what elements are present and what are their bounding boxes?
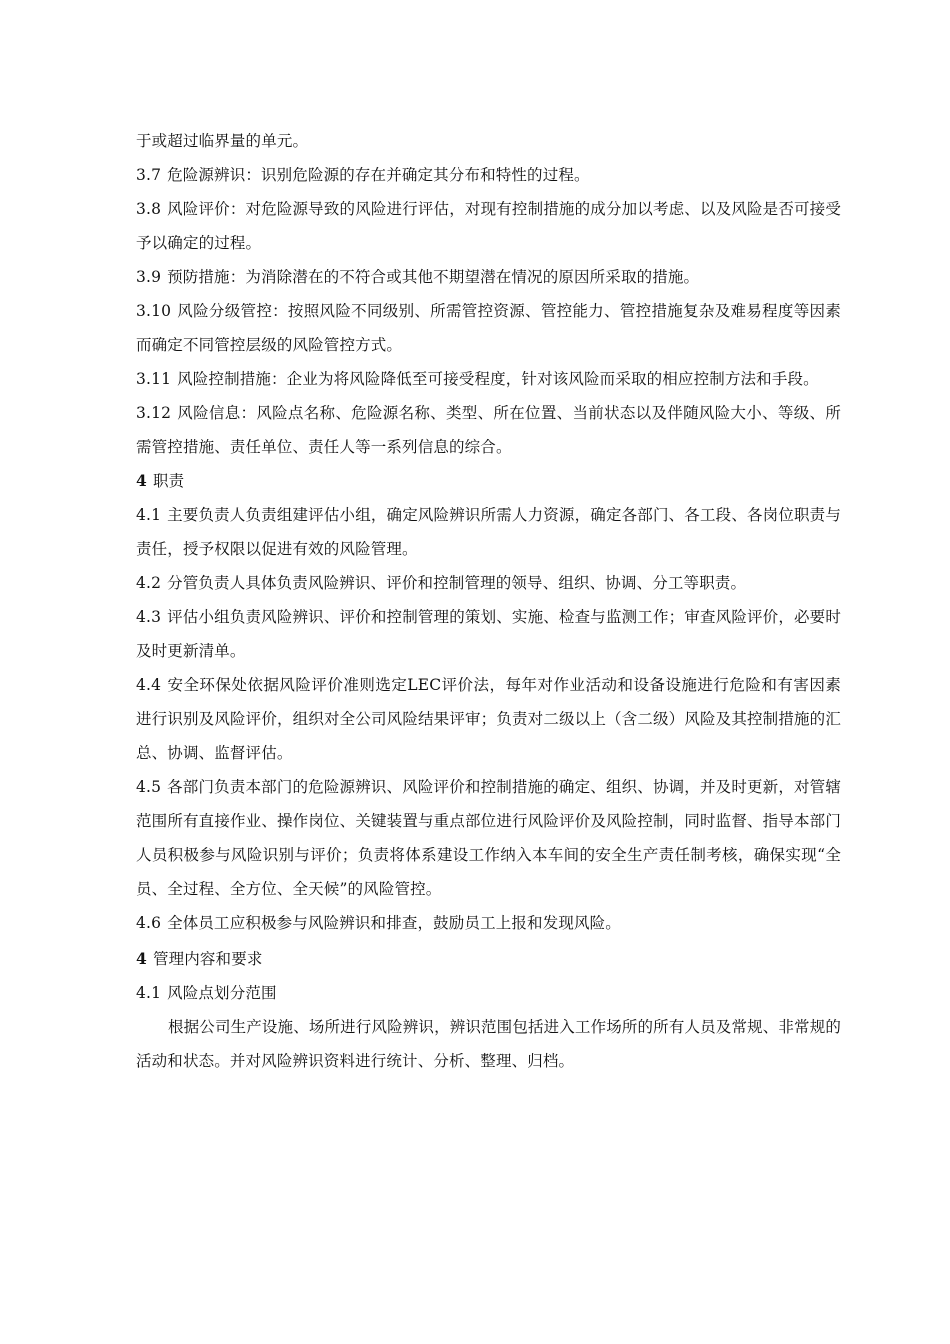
section-number: 4.1 xyxy=(136,506,162,524)
section-number: 4.3 xyxy=(136,608,162,626)
paragraph-text: 风险评价：对危险源导致的风险进行评估，对现有控制措施的成分加以考虑、以及风险是否可接受予以确定的过程。 xyxy=(136,200,841,252)
paragraph xyxy=(136,498,841,566)
paragraph xyxy=(136,294,841,362)
paragraph xyxy=(136,566,841,600)
paragraph xyxy=(136,668,841,770)
section-number: 3.8 xyxy=(136,200,162,218)
paragraph xyxy=(136,260,841,294)
heading-text: 管理内容和要求 xyxy=(152,950,263,968)
section-number: 4.4 xyxy=(136,676,162,694)
paragraph xyxy=(136,192,841,260)
paragraph xyxy=(136,396,841,464)
paragraph-text: 主要负责人负责组建评估小组，确定风险辨识所需人力资源，确定各部门、各工段、各岗位职责与责任，授予权限以促进有效的风险管理。 xyxy=(136,506,841,558)
section-number: 4 xyxy=(136,949,147,968)
paragraph-text: 安全环保处依据风险评价准则选定LEC评价法，每年对作业活动和设备设施进行危险和有害因素进行识别及风险评价，组织对全公司风险结果评审；负责对二级以上（含二级）风险及其控制措施的汇总、协调、监督评估。 xyxy=(136,676,841,762)
paragraph xyxy=(136,124,841,158)
paragraph-text: 根据公司生产设施、场所进行风险辨识，辨识范围包括进入工作场所的所有人员及常规、非常规的活动和状态。并对风险辨识资料进行统计、分析、整理、归档。 xyxy=(136,1018,841,1070)
paragraph-text: 预防措施：为消除潜在的不符合或其他不期望潜在情况的原因所采取的措施。 xyxy=(167,268,700,286)
section-number: 3.9 xyxy=(136,268,162,286)
paragraph xyxy=(136,158,841,192)
section-number: 4.5 xyxy=(136,778,162,796)
paragraph-text: 风险控制措施：企业为将风险降低至可接受程度，针对该风险而采取的相应控制方法和手段。 xyxy=(177,370,819,388)
heading-text: 职责 xyxy=(152,472,185,490)
section-number: 3.10 xyxy=(136,302,172,320)
document-body xyxy=(136,124,841,1078)
section-number: 3.11 xyxy=(136,370,172,388)
section-heading xyxy=(136,464,841,498)
section-number: 3.12 xyxy=(136,404,172,422)
paragraph-text: 风险点划分范围 xyxy=(167,984,277,1002)
paragraph xyxy=(136,1010,841,1078)
paragraph-text: 风险分级管控：按照风险不同级别、所需管控资源、管控能力、管控措施复杂及难易程度等因素而确定不同管控层级的风险管控方式。 xyxy=(136,302,841,354)
section-number: 4 xyxy=(136,471,147,490)
paragraph xyxy=(136,770,841,906)
paragraph-text: 评估小组负责风险辨识、评价和控制管理的策划、实施、检查与监测工作；审查风险评价，必要时及时更新清单。 xyxy=(136,608,841,660)
paragraph-text: 分管负责人具体负责风险辨识、评价和控制管理的领导、组织、协调、分工等职责。 xyxy=(167,574,747,592)
section-number: 4.1 xyxy=(136,984,162,1002)
paragraph-text: 各部门负责本部门的危险源辨识、风险评价和控制措施的确定、组织、协调，并及时更新，对管辖范围所有直接作业、操作岗位、关键装置与重点部位进行风险评价及风险控制，同时监督、指导本部门人员积极参与风险识别与评价；负责将体系建设工作纳入本车间的安全生产责任制考核，确保实现“全员、全过程、全方位、全天候”的风险管控。 xyxy=(136,778,841,898)
paragraph-text: 风险信息：风险点名称、危险源名称、类型、所在位置、当前状态以及伴随风险大小、等级、所需管控措施、责任单位、责任人等一系列信息的综合。 xyxy=(136,404,841,456)
section-number: 3.7 xyxy=(136,166,162,184)
paragraph xyxy=(136,600,841,668)
paragraph xyxy=(136,976,841,1010)
paragraph-text: 于或超过临界量的单元。 xyxy=(136,132,309,150)
paragraph-text: 全体员工应积极参与风险辨识和排查，鼓励员工上报和发现风险。 xyxy=(167,914,621,932)
paragraph-text: 危险源辨识：识别危险源的存在并确定其分布和特性的过程。 xyxy=(167,166,590,184)
paragraph xyxy=(136,362,841,396)
section-number: 4.2 xyxy=(136,574,162,592)
section-number: 4.6 xyxy=(136,914,162,932)
paragraph xyxy=(136,906,841,940)
section-heading xyxy=(136,942,841,976)
